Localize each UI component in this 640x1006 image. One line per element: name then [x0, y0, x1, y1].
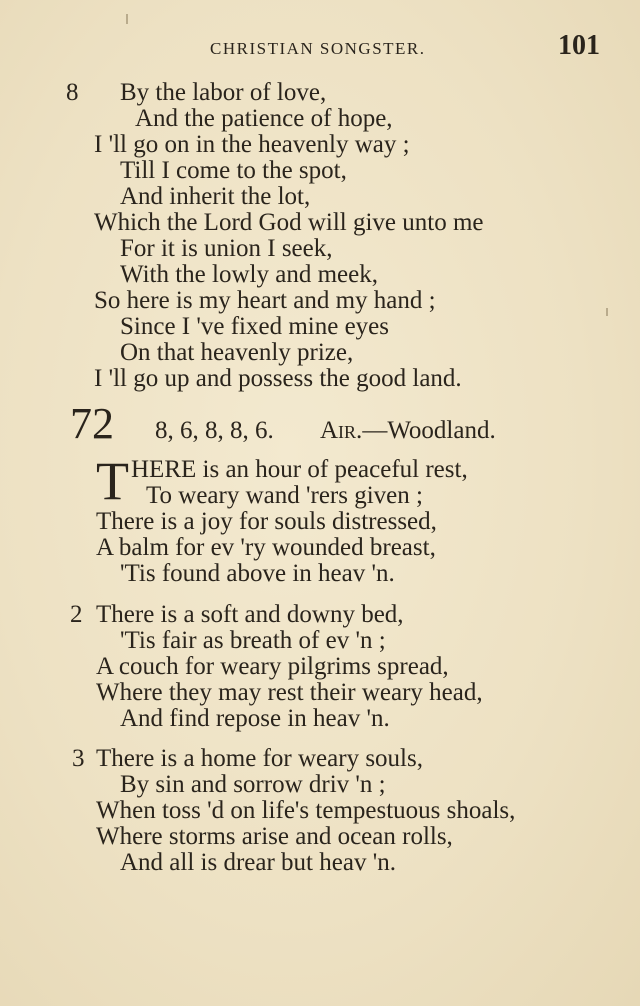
verse-line: HERE is an hour of peaceful rest, — [131, 456, 468, 483]
verse-line: I 'll go on in the heavenly way ; — [94, 131, 410, 158]
verse-line: When toss 'd on life's tempestuous shoals, — [96, 797, 516, 824]
verse-line: And the patience of hope, — [135, 105, 393, 132]
paper-speck — [126, 14, 128, 24]
verse-number: 8 — [66, 79, 79, 106]
verse-line: By the labor of love, — [120, 79, 327, 106]
verse-line: To weary wand 'rers given ; — [146, 482, 423, 509]
verse-line: There is a joy for souls distressed, — [96, 508, 437, 535]
drop-cap: T — [96, 451, 129, 511]
verse-line: By sin and sorrow driv 'n ; — [120, 771, 386, 798]
hymn-number: 72 — [70, 399, 114, 448]
hymn-tune — [320, 418, 496, 444]
air-label: Air. — [320, 417, 363, 444]
verse-line: Since I 've fixed mine eyes — [120, 313, 389, 340]
verse-line: With the lowly and meek, — [120, 261, 378, 288]
paper-speck — [606, 308, 608, 316]
verse-line: On that heavenly prize, — [120, 339, 354, 366]
verse-line: And inherit the lot, — [120, 183, 311, 210]
air-separator: — — [362, 417, 388, 444]
verse-line: Where they may rest their weary head, — [96, 679, 483, 706]
verse-line: 'Tis found above in heav 'n. — [120, 560, 395, 587]
verse-line: So here is my heart and my hand ; — [94, 287, 436, 314]
verse-number: 2 — [70, 601, 83, 628]
verse-line: For it is union I seek, — [120, 235, 333, 262]
verse-line: There is a home for weary souls, — [96, 745, 423, 772]
verse-line: Which the Lord God will give unto me — [94, 209, 484, 236]
verse-line: Till I come to the spot, — [120, 157, 347, 184]
hymn-meter: 8, 6, 8, 8, 6. — [155, 417, 274, 444]
verse-line: A couch for weary pilgrims spread, — [96, 653, 449, 680]
verse-line: There is a soft and downy bed, — [96, 601, 404, 628]
running-title: CHRISTIAN SONGSTER. — [210, 39, 426, 58]
verse-line: And find repose in heav 'n. — [120, 705, 390, 732]
page-number: 101 — [558, 30, 600, 61]
verse-line: Where storms arise and ocean rolls, — [96, 823, 453, 850]
verse-line: 'Tis fair as breath of ev 'n ; — [120, 627, 386, 654]
verse-line: And all is drear but heav 'n. — [120, 849, 396, 876]
tune-name: Woodland. — [387, 417, 496, 444]
verse-line: I 'll go up and possess the good land. — [94, 365, 462, 392]
verse-number: 3 — [72, 745, 85, 772]
verse-line: A balm for ev 'ry wounded breast, — [96, 534, 436, 561]
